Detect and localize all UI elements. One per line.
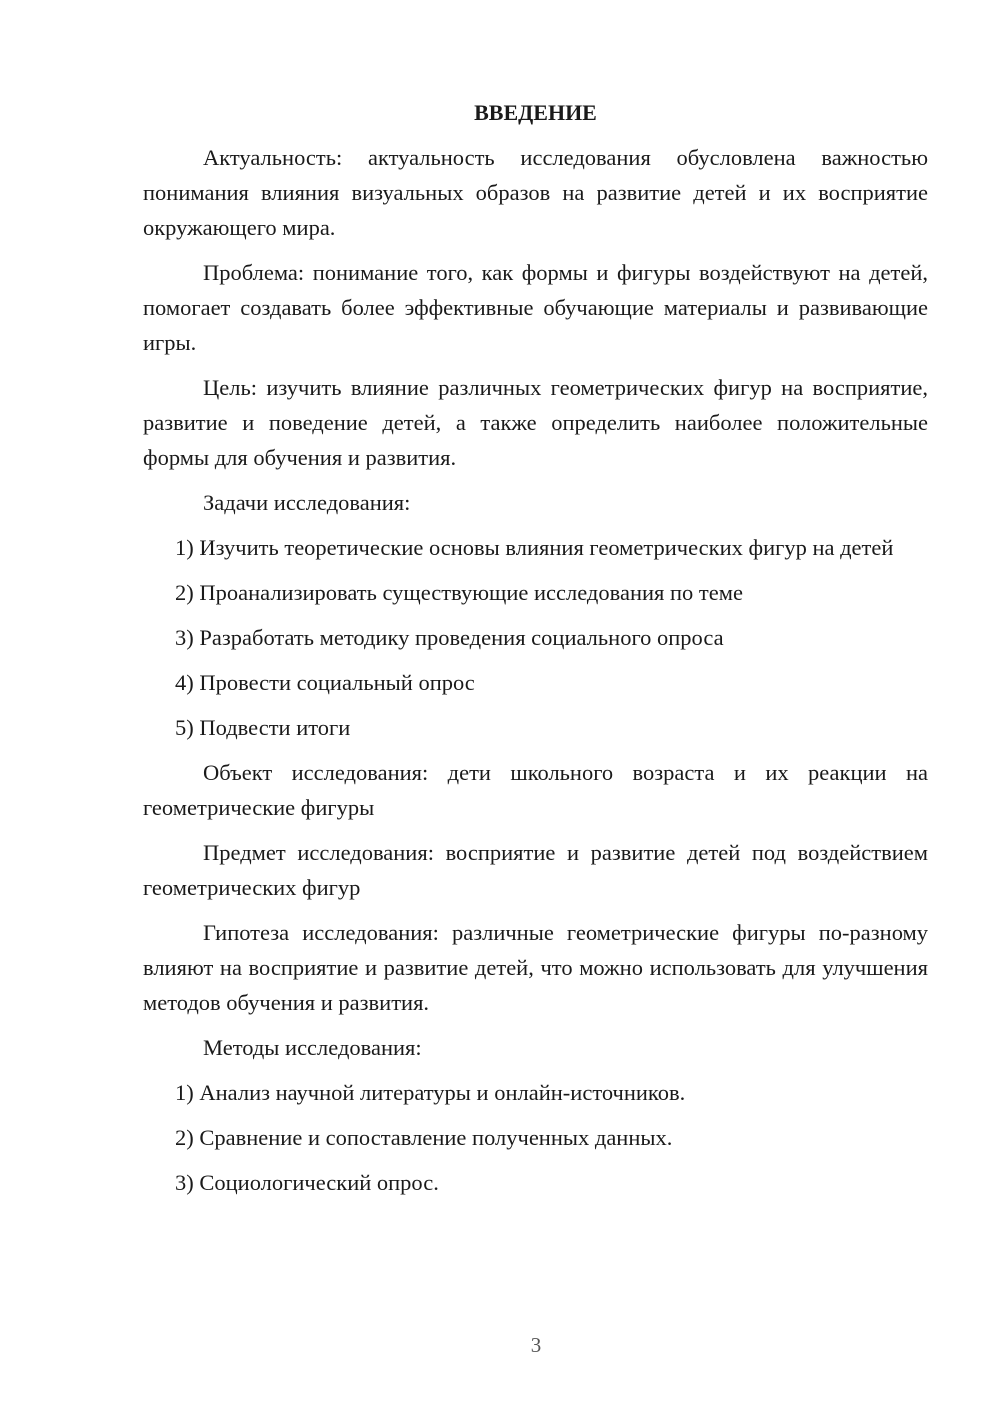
document-page <box>143 95 928 1210</box>
task-item: 1) Изучить теоретические основы влияния геометрических фигур на детей <box>175 535 894 560</box>
relevance-paragraph: Актуальность: актуальность исследования обусловлена важностью понимания влияния визуальных образов на развитие детей и их восприятие окружающего мира. <box>143 145 928 240</box>
page-title: ВВЕДЕНИЕ <box>474 100 597 125</box>
subject-paragraph: Предмет исследования: восприятие и развитие детей под воздействием геометрических фигур <box>143 840 928 900</box>
task-item: 4) Провести социальный опрос <box>175 670 475 695</box>
methods-heading: Методы исследования: <box>203 1035 422 1060</box>
task-item: 3) Разработать методику проведения социального опроса <box>175 625 724 650</box>
page-number: 3 <box>530 1333 542 1357</box>
method-item: 2) Сравнение и сопоставление полученных данных. <box>175 1125 673 1150</box>
method-item: 1) Анализ научной литературы и онлайн-источников. <box>175 1080 686 1105</box>
hypothesis-paragraph: Гипотеза исследования: различные геометрические фигуры по-разному влияют на восприятие и развитие детей, что можно использовать для улучшения методов обучения и развития. <box>143 920 928 1015</box>
object-paragraph: Объект исследования: дети школьного возраста и их реакции на геометрические фигуры <box>143 760 928 820</box>
task-item: 2) Проанализировать существующие исследования по теме <box>175 580 743 605</box>
task-item: 5) Подвести итоги <box>175 715 351 740</box>
goal-paragraph: Цель: изучить влияние различных геометрических фигур на восприятие, развитие и поведение детей, а также определить наиболее положительные формы для обучения и развития. <box>143 375 928 470</box>
problem-paragraph: Проблема: понимание того, как формы и фигуры воздействуют на детей, помогает создавать более эффективные обучающие материалы и развивающие игры. <box>143 260 928 355</box>
tasks-heading: Задачи исследования: <box>203 490 411 515</box>
method-item: 3) Социологический опрос. <box>175 1170 439 1195</box>
